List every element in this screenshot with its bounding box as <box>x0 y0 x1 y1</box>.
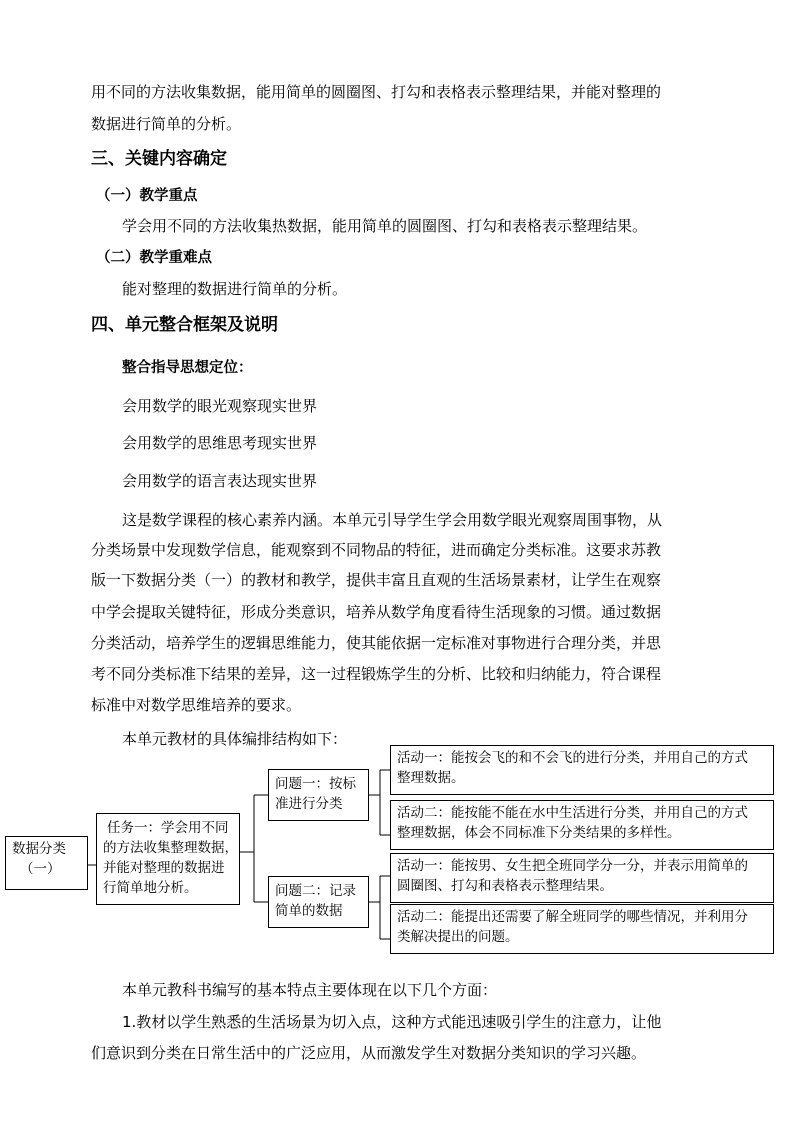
paragraph-line-6: 考不同分类标准下结果的差异，这一过程锻炼学生的分析、比较和归纳能力，符合课程 <box>91 665 662 683</box>
difficulty-text: 能对整理的数据进行简单的分析。 <box>122 280 348 298</box>
paragraph-line-3: 版一下数据分类（一）的教材和教学，提供丰富且直观的生活场景素材，让学生在观察 <box>91 571 662 589</box>
question2-node <box>268 876 369 928</box>
task-node <box>96 813 240 905</box>
activity1b-node <box>390 800 774 850</box>
activity1b-line-1: 活动二：能按能不能在水中生活进行分类，并用自己的方式 <box>397 805 748 821</box>
feature1-line-1: 1.教材以学生熟悉的生活场景为切入点，这种方式能迅速吸引学生的注意力，让他 <box>122 1013 662 1031</box>
key-point-text: 学会用不同的方法收集热数据，能用简单的圆圈图、打勾和表格表示整理结果。 <box>122 217 648 235</box>
activity1b-line-2: 整理数据，体会不同标准下分类结果的多样性。 <box>397 825 681 841</box>
paragraph-line-7: 标准中对数学思维培养的要求。 <box>91 696 302 714</box>
activity2a-line-2: 圆圈图、打勾和表格表示整理结果。 <box>397 878 613 894</box>
activity2a-line-1: 活动一：能按男、女生把全班同学分一分，并表示用简单的 <box>397 858 748 874</box>
paragraph-line-4: 中学会提取关键特征，形成分类意识，培养从数学角度看待生活现象的习惯。通过数据 <box>91 603 662 621</box>
activity2b-line-2: 类解决提出的问题。 <box>397 929 519 945</box>
activity1a-line-1: 活动一：能按会飞的和不会飞的进行分类，并用自己的方式 <box>397 750 748 766</box>
question1-line-2: 准进行分类 <box>275 796 343 812</box>
task-line-3: 并能对整理的数据进 <box>103 860 225 876</box>
guide-item-1: 会用数学的眼光观察现实世界 <box>122 397 318 415</box>
paragraph-line-5: 分类活动，培养学生的逻辑思维能力，使其能依据一定标准对事物进行合理分类，并思 <box>91 634 662 652</box>
difficulty-heading: （二）教学重难点 <box>96 250 212 266</box>
section3-title: 三、关键内容确定 <box>91 149 227 169</box>
question1-line-1: 问题一：按标 <box>275 776 356 792</box>
key-point-heading: （一）教学重点 <box>96 188 198 204</box>
task-line-1: 任务一：学会用不同 <box>107 820 229 836</box>
activity1a-node <box>390 745 774 795</box>
features-intro: 本单元教科书编写的基本特点主要体现在以下几个方面： <box>122 981 498 999</box>
intro-line-2: 数据进行简单的分析。 <box>91 115 242 133</box>
activity2b-line-1: 活动二：能提出还需要了解全班同学的哪些情况，并利用分 <box>397 909 748 925</box>
root-line-2: （一） <box>20 861 61 877</box>
root-line-1: 数据分类 <box>12 841 66 857</box>
structure-intro: 本单元教材的具体编排结构如下： <box>122 730 348 748</box>
intro-line-1: 用不同的方法收集数据，能用简单的圆圈图、打勾和表格表示整理结果，并能对整理的 <box>91 83 662 101</box>
guide-heading: 整合指导思想定位： <box>122 360 253 376</box>
task-line-2: 的方法收集整理数据， <box>103 840 238 856</box>
activity2b-node <box>390 904 774 954</box>
task-line-4: 行简单地分析。 <box>103 880 198 896</box>
question2-line-2: 简单的数据 <box>275 903 343 919</box>
feature1-line-2: 们意识到分类在日常生活中的广泛应用，从而激发学生对数据分类知识的学习兴趣。 <box>91 1044 647 1062</box>
question2-line-1: 问题二：记录 <box>275 883 356 899</box>
activity1a-line-2: 整理数据。 <box>397 770 465 786</box>
paragraph-line-2: 分类场景中发现数学信息，能观察到不同物品的特征，进而确定分类标准。这要求苏教 <box>91 541 662 559</box>
activity2a-node <box>390 853 774 903</box>
question1-node <box>268 769 369 821</box>
paragraph-line-1: 这是数学课程的核心素养内涵。本单元引导学生学会用数学眼光观察周围事物，从 <box>122 511 663 529</box>
guide-item-2: 会用数学的思维思考现实世界 <box>122 434 318 452</box>
guide-item-3: 会用数学的语言表达现实世界 <box>122 472 318 490</box>
section4-title: 四、单元整合框架及说明 <box>91 315 278 335</box>
root-node <box>5 836 88 890</box>
